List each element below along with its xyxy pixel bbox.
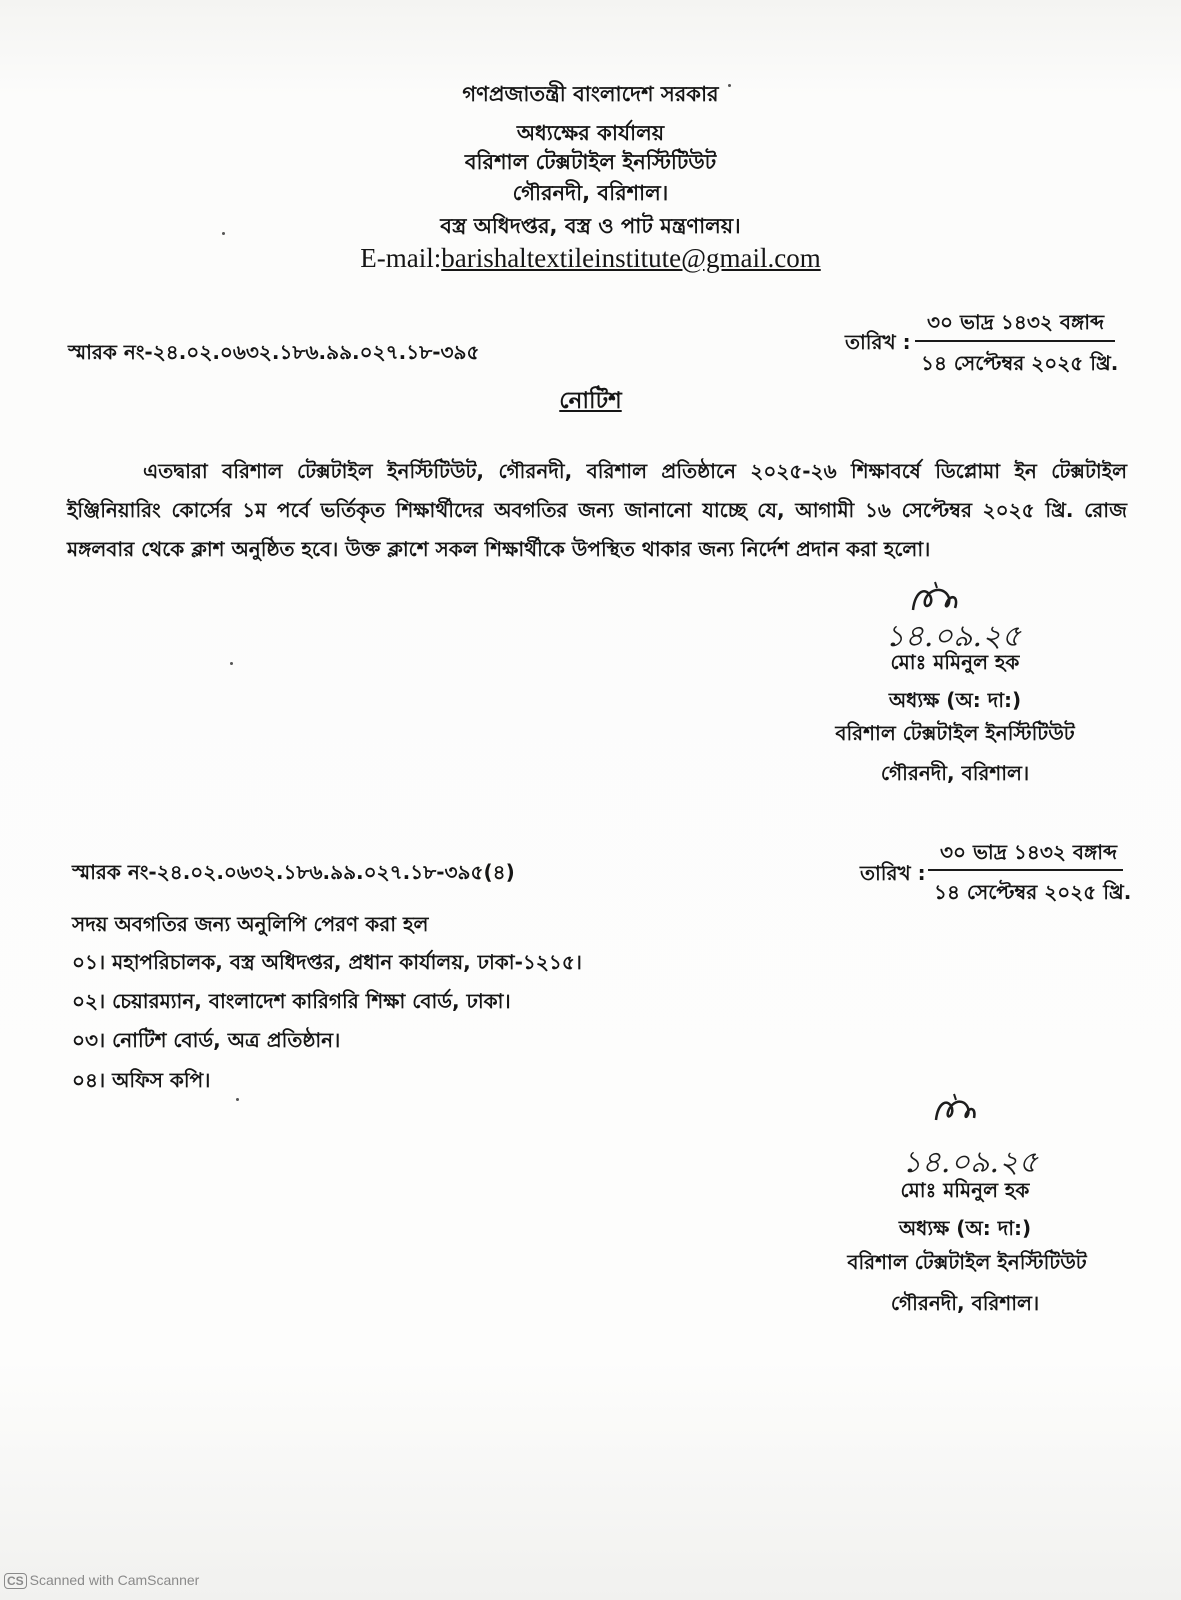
date-gregorian: ১৪ সেপ্টেম্বর ২০২৫ খ্রি. bbox=[934, 880, 1132, 904]
handwritten-date: ১৪.০৯.২৫ bbox=[902, 1145, 1038, 1180]
copy-list-item: ০১। মহাপরিচালক, বস্ত্র অধিদপ্তর, প্রধান কার্যালয়, ঢাকা-১২১৫। bbox=[72, 950, 582, 974]
handwritten-signature bbox=[930, 1092, 980, 1130]
copy-list-item: ০৩। নোটিশ বোর্ড, অত্র প্রতিষ্ঠান। bbox=[72, 1028, 341, 1052]
notice-body: এতদ্বারা বরিশাল টেক্সটাইল ইনস্টিটিউট, গৌরনদী, বরিশাল প্রতিষ্ঠানে ২০২৫-২৬ শিক্ষাবর্ষে ডিপ্লোমা ইন টেক্সটাইল ইঞ্জিনিয়ারিং কোর্সের ১ম পর্বে ভর্তিকৃত শিক্ষার্থীদের অবগতির জন্য জানানো যাচ্ছে যে, আগামী ১৬ সেপ্টেম্বর ২০২৫ খ্রি. রোজ মঙ্গলবার থেকে ক্লাশ অনুষ্ঠিত হবে। উক্ত ক্লাশে সকল শিক্ষার্থীকে উপস্থিত থাকার জন্য নির্দেশ প্রদান করা হলো। bbox=[67, 459, 1127, 561]
scan-speck bbox=[236, 1098, 239, 1101]
date-block bbox=[845, 305, 1119, 375]
date-label: তারিখ : bbox=[860, 861, 926, 885]
scan-speck bbox=[230, 662, 233, 665]
signatory-institute: বরিশাল টেক্সটাইল ইনস্টিটিউট bbox=[835, 721, 1075, 745]
date-gregorian: ১৪ সেপ্টেম্বর ২০২৫ খ্রি. bbox=[921, 351, 1119, 375]
scanner-text: Scanned with CamScanner bbox=[29, 1572, 200, 1588]
memo-number-copy: স্মারক নং-২৪.০২.০৬৩২.১৮৬.৯৯.০২৭.১৮-৩৯৫(৪) bbox=[72, 860, 515, 884]
header-institute: বরিশাল টেক্সটাইল ইনস্টিটিউট bbox=[464, 150, 717, 174]
date-block-copy bbox=[860, 838, 1132, 908]
header-location: গৌরনদী, বরিশাল। bbox=[512, 181, 669, 205]
scan-speck bbox=[728, 84, 731, 87]
copy-list-item: ০২। চেয়ারম্যান, বাংলাদেশ কারিগরি শিক্ষা বোর্ড, ঢাকা। bbox=[72, 989, 511, 1013]
date-bengali: ৩০ ভাদ্র ১৪৩২ বঙ্গাব্দ bbox=[940, 840, 1118, 864]
signatory-institute: বরিশাল টেক্সটাইল ইনস্টিটিউট bbox=[847, 1250, 1087, 1274]
handwritten-date: ১৪.০৯.২৫ bbox=[885, 619, 1021, 654]
memo-number: স্মারক নং-২৪.০২.০৬৩২.১৮৬.৯৯.০২৭.১৮-৩৯৫ bbox=[68, 340, 480, 364]
signatory-name: মোঃ মমিনুল হক bbox=[890, 650, 1020, 674]
copy-list-item: ০৪। অফিস কপি। bbox=[72, 1068, 211, 1092]
notice-title: নোটিশ bbox=[559, 388, 622, 414]
email-address: barishaltextileinstitute@gmail.com bbox=[441, 243, 821, 273]
camscanner-logo-icon: CS bbox=[4, 1573, 27, 1589]
header-government: গণপ্রজাতন্ত্রী বাংলাদেশ সরকার bbox=[462, 82, 719, 106]
scan-speck bbox=[222, 232, 225, 235]
copy-intro: সদয় অবগতির জন্য অনুলিপি পেরণ করা হল bbox=[72, 912, 429, 936]
header-office: অধ্যক্ষের কার্যালয় bbox=[516, 121, 665, 145]
signatory-location: গৌরনদী, বরিশাল। bbox=[890, 1291, 1040, 1315]
signatory-name: মোঃ মমিনুল হক bbox=[900, 1178, 1030, 1202]
date-label: তারিখ : bbox=[845, 330, 911, 354]
signatory-designation: অধ্যক্ষ (অ: দা:) bbox=[888, 688, 1022, 712]
date-bengali: ৩০ ভাদ্র ১৪৩২ বঙ্গাব্দ bbox=[927, 310, 1105, 334]
signatory-designation: অধ্যক্ষ (অ: দা:) bbox=[898, 1216, 1032, 1240]
signatory-location: গৌরনদী, বরিশাল। bbox=[880, 761, 1030, 785]
header-ministry: বস্ত্র অধিদপ্তর, বস্ত্র ও পাট মন্ত্রণালয়। bbox=[440, 214, 741, 238]
date-divider bbox=[915, 340, 1115, 342]
date-divider bbox=[928, 869, 1123, 871]
email-label: E-mail: bbox=[360, 243, 442, 273]
header-email bbox=[0, 243, 1181, 274]
scanner-watermark bbox=[4, 1572, 199, 1589]
